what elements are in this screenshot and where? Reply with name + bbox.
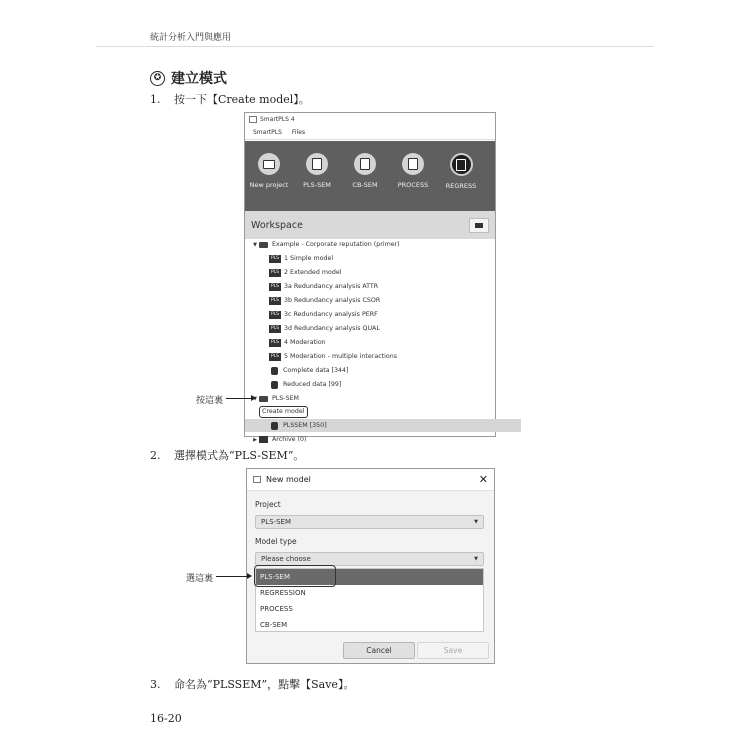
tree-label: Example - Corporate reputation (primer) <box>272 241 400 248</box>
project-value: PLS-SEM <box>261 518 291 526</box>
step-1 <box>150 91 310 107</box>
pls-model-icon: PLS <box>270 256 280 261</box>
toolbar-label: CB-SEM <box>352 181 378 189</box>
tree-label: Complete data [344] <box>283 367 349 374</box>
document-icon <box>354 153 376 175</box>
caret-down-icon[interactable]: ▼ <box>253 241 257 248</box>
book-header: 統計分析入門與應用 <box>150 33 232 43</box>
folder-icon <box>259 396 268 402</box>
pls-model-icon: PLS <box>270 284 280 289</box>
option-pls-sem[interactable]: PLS-SEM <box>256 569 483 585</box>
step-2 <box>150 447 304 463</box>
database-icon <box>271 381 278 389</box>
cancel-button[interactable]: Cancel <box>343 642 415 659</box>
pls-model-icon: PLS <box>270 270 280 275</box>
step-number: 2. <box>150 449 161 462</box>
dialog-title: New model <box>266 475 311 484</box>
caret-down-icon[interactable]: ▼ <box>253 395 257 402</box>
tree-item-dataset[interactable] <box>245 364 521 377</box>
document-icon <box>450 153 473 176</box>
option-regression[interactable]: REGRESSION <box>260 589 306 597</box>
cb-sem-button[interactable] <box>341 141 389 211</box>
annotation-arrow-line <box>226 398 252 399</box>
step-text: 按一下【Create model】。 <box>174 93 310 106</box>
tree-label: 1 Simple model <box>284 255 334 262</box>
step-text: 命名為“PLSSEM”，點擊【Save】。 <box>174 678 355 691</box>
menu-item-files[interactable]: Files <box>291 129 306 136</box>
tree-node-archive[interactable] <box>245 433 501 446</box>
folder-icon <box>258 153 280 175</box>
menu-bar <box>245 126 495 140</box>
window-titlebar <box>245 113 495 126</box>
annotation-click-here: 按這裏 <box>196 396 224 406</box>
step-text: 選擇模式為“PLS-SEM”。 <box>174 449 305 462</box>
tree-label: Reduced data [99] <box>283 381 342 388</box>
tree-label: 4 Moderation <box>284 339 326 346</box>
model-type-value: Please choose <box>261 555 311 563</box>
chevron-down-icon: ▼ <box>474 556 478 562</box>
tree-item-dataset[interactable] <box>245 378 521 391</box>
project-label: Project <box>255 500 281 509</box>
tree-label: 3d Redundancy analysis QUAL <box>284 325 380 332</box>
tree-label: 3c Redundancy analysis PERF <box>284 311 378 318</box>
model-type-label: Model type <box>255 537 297 546</box>
tree-label: PLSSEM [350] <box>283 422 327 429</box>
arrow-right-icon <box>247 573 252 579</box>
chevron-down-icon: ▼ <box>474 519 478 525</box>
caret-right-icon[interactable]: ▶ <box>253 436 257 443</box>
project-select[interactable] <box>255 515 484 529</box>
app-icon <box>253 476 261 483</box>
annotation-choose-here: 選這裏 <box>186 574 214 584</box>
archive-icon <box>259 436 268 443</box>
database-icon <box>271 422 278 430</box>
highlight-box <box>254 565 336 587</box>
regression-button[interactable] <box>437 141 485 211</box>
pls-model-icon: PLS <box>270 326 280 331</box>
step-number: 1. <box>150 93 161 106</box>
section-heading <box>150 68 227 88</box>
gear-star-icon: ✪ <box>150 71 165 86</box>
tree-node-example-project[interactable] <box>245 238 501 251</box>
toolbar-label: PROCESS <box>397 181 429 189</box>
create-model-item[interactable] <box>245 405 509 418</box>
toolbar <box>245 141 495 211</box>
workspace-label: Workspace <box>251 219 303 231</box>
tree-item-dataset-selected[interactable] <box>245 419 521 432</box>
toolbar-label: New project <box>249 181 289 189</box>
tree-label: 3a Redundancy analysis ATTR <box>284 283 379 290</box>
folder-open-icon <box>475 223 483 228</box>
folder-icon <box>259 242 268 248</box>
close-icon[interactable]: ✕ <box>478 473 488 486</box>
step-3 <box>150 676 354 692</box>
page-number: 16-20 <box>150 712 182 725</box>
pls-model-icon: PLS <box>270 298 280 303</box>
option-cb-sem[interactable]: CB-SEM <box>260 621 288 629</box>
pls-model-icon: PLS <box>270 340 280 345</box>
workspace-header <box>245 211 495 239</box>
tree-label: Archive (0) <box>272 436 307 443</box>
section-title: 建立模式 <box>171 71 227 87</box>
new-project-button[interactable] <box>245 141 293 211</box>
create-model-link[interactable]: Create model <box>259 406 308 418</box>
database-icon <box>271 367 278 375</box>
open-folder-button[interactable] <box>469 218 489 233</box>
step-number: 3. <box>150 678 161 691</box>
annotation-arrow-line <box>216 576 248 577</box>
tree-label: PLS-SEM <box>272 395 299 402</box>
menu-item-smartpls[interactable]: SmartPLS <box>253 129 282 136</box>
header-rule <box>96 46 654 47</box>
document-icon <box>306 153 328 175</box>
tree-label: 5 Moderation - multiple interactions <box>284 353 397 360</box>
process-button[interactable] <box>389 141 437 211</box>
smartpls-window-screenshot <box>244 112 496 443</box>
arrow-right-icon <box>251 395 256 401</box>
tree-item-model[interactable] <box>245 280 519 293</box>
save-button[interactable]: Save <box>417 642 489 659</box>
option-process[interactable]: PROCESS <box>260 605 293 613</box>
tree-label: 3b Redundancy analysis CSOR <box>284 297 381 304</box>
app-icon <box>249 116 257 123</box>
pls-model-icon: PLS <box>270 354 280 359</box>
pls-sem-button[interactable] <box>293 141 341 211</box>
tree-label: 2 Extended model <box>284 269 342 276</box>
tree-node-pls-sem-project[interactable] <box>245 392 501 405</box>
window-title: SmartPLS 4 <box>260 116 295 123</box>
dialog-titlebar <box>247 469 494 491</box>
tree-item-model[interactable] <box>245 294 519 307</box>
pls-model-icon: PLS <box>270 312 280 317</box>
tree-item-model[interactable] <box>245 350 519 363</box>
tree-item-model[interactable] <box>245 308 519 321</box>
tree-item-model[interactable] <box>245 252 519 265</box>
model-type-select[interactable] <box>255 552 484 566</box>
tree-item-model[interactable] <box>245 266 519 279</box>
toolbar-label: PLS-SEM <box>303 181 331 189</box>
tree-item-model[interactable] <box>245 336 519 349</box>
toolbar-label: REGRESS <box>445 182 477 190</box>
document-icon <box>402 153 424 175</box>
tree-item-model[interactable] <box>245 322 519 335</box>
